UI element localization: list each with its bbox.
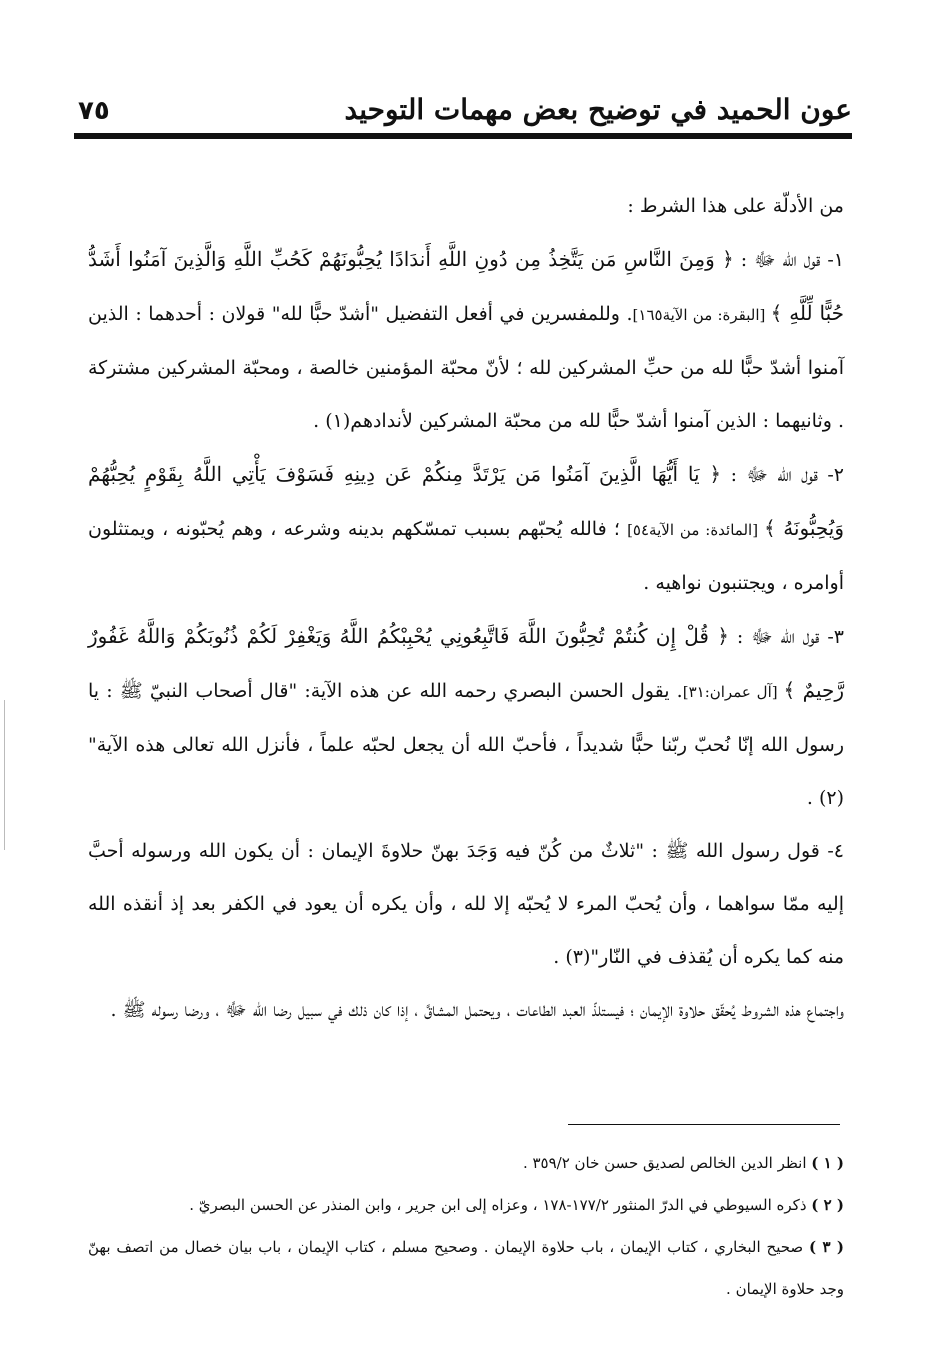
evidence-text: . يقول الحسن البصري رحمه الله عن هذه الآية: "قال أصحاب النبيّ ﷺ : يا رسول الله إنّا نُحبّ ربّنا حبًّا شديداً ، فأحبّ الله أن يجعل لحبّه علماً ، فأنزل الله تعالى هذه الآية"(٢) .	[88, 680, 844, 809]
page-header	[78, 82, 852, 126]
conclusion-paragraph: واجتماع هذه الشروط يُحقّق حلاوة الإيمان ؛ فيستلذّ العبد الطاعات ، ويحتمل المشاقَّ ، إذا كان ذلك في سبيل رضا الله ﷻ ، ورضا رسوله ﷺ .	[110, 999, 844, 1021]
footnote-number: ( ٢ )	[811, 1196, 844, 1214]
footnote-3	[88, 1226, 844, 1310]
footnote-rule	[568, 1124, 840, 1125]
evidence-text: ٤- قول رسول الله ﷺ : "ثلاثٌ من كُنّ فيه وَجَدَ بهنّ حلاوةَ الإيمان : أن يكون الله ورسوله أحبَّ إليه ممّا سواهما ، وأن يُحبّ المرء لا يُحبّه إلا لله ، وأن يكره أن يعود في الكفر بعد إذ أنقذه الله منه كما يكره أن يُقذف في النّار"(٣) .	[88, 840, 844, 968]
footnote-2	[88, 1184, 844, 1226]
footnote-number: ( ١ )	[811, 1154, 844, 1172]
scan-margin-line	[4, 700, 5, 850]
running-title: عون الحميد في توضيح بعض مهمات التوحيد	[344, 93, 852, 126]
evidence-3	[88, 610, 844, 825]
evidence-text: . وللمفسرين في أفعل التفضيل "أشدّ حبًّا لله" قولان : أحدهما : الذين آمنوا أشدّ حبًّا لله من حبِّ المشركين لله ؛ لأنّ محبّة المؤمنين خالصة ، ومحبّة المشركين مشتركة . وثانيهما : الذين آمنوا أشدّ حبًّا لله من محبّة المشركين لأندادهم(١) .	[88, 303, 844, 432]
page-number: ٧٥	[78, 96, 110, 126]
evidence-lead: ٣- قول الله ﷻ :	[728, 626, 844, 648]
footnote-text: ذكره السيوطي في الدرّ المنثور ١٧٧/٢-١٧٨ ، وعزاه إلى ابن جرير ، وابن المنذر عن الحسن البصريّ .	[189, 1196, 812, 1214]
verse-reference: [آل عمران:٣١]	[682, 683, 784, 701]
footnote-number: ( ٣ )	[809, 1238, 844, 1256]
header-rule	[74, 133, 852, 139]
body-text	[88, 180, 844, 1037]
verse-reference: [البقرة: من الآية١٦٥]	[632, 306, 771, 324]
footnote-1	[88, 1142, 844, 1184]
evidence-2	[88, 448, 844, 610]
quran-verse: ﴿ يَا أَيُّهَا الَّذِينَ آمَنُوا مَن يَرْتَدَّ مِنكُمْ عَن دِينِهِ فَسَوْفَ يَأْتِي اللَّهُ بِقَوْمٍ يُحِبُّهُمْ وَيُحِبُّونَهُ ﴾	[88, 462, 844, 540]
evidence-lead: ١- قول الله ﷻ :	[733, 249, 845, 271]
footnotes	[88, 1142, 844, 1310]
evidence-lead: ٢- قول الله ﷻ :	[721, 464, 845, 486]
evidence-text: ؛ فالله يُحبّهم بسبب تمسّكهم بدينه وشرعه ، وهم يُحبّونه ، ويمتثلون أوامره ، ويجتنبون نواهيه .	[88, 518, 844, 594]
quran-verse: ﴿ قُلْ إِن كُنتُمْ تُحِبُّونَ اللَّهَ فَاتَّبِعُونِي يُحْبِبْكُمُ اللَّهُ وَيَغْفِرْ لَكُمْ ذُنُوبَكُمْ وَاللَّهُ غَفُورٌ رَّحِيمٌ ﴾	[88, 624, 845, 702]
evidence-1	[88, 233, 844, 448]
evidence-4	[88, 825, 844, 984]
verse-reference: [المائدة: من الآية٥٤]	[627, 521, 764, 539]
intro-line: من الأدلّة على هذا الشرط :	[627, 195, 844, 217]
quran-verse: ﴿ وَمِنَ النَّاسِ مَن يَتَّخِذُ مِن دُونِ اللَّهِ أَندَادًا يُحِبُّونَهُمْ كَحُبِّ اللَّهِ وَالَّذِينَ آمَنُوا أَشَدُّ حُبًّا لِّلَّهِ ﴾	[88, 247, 844, 325]
footnote-text: انظر الدين الخالص لصديق حسن خان ٣٥٩/٢ .	[522, 1154, 812, 1172]
footnote-text: صحيح البخاري ، كتاب الإيمان ، باب حلاوة الإيمان . وصحيح مسلم ، كتاب الإيمان ، باب بيان خصال من اتصف بهنّ وجد حلاوة الإيمان .	[88, 1238, 844, 1298]
